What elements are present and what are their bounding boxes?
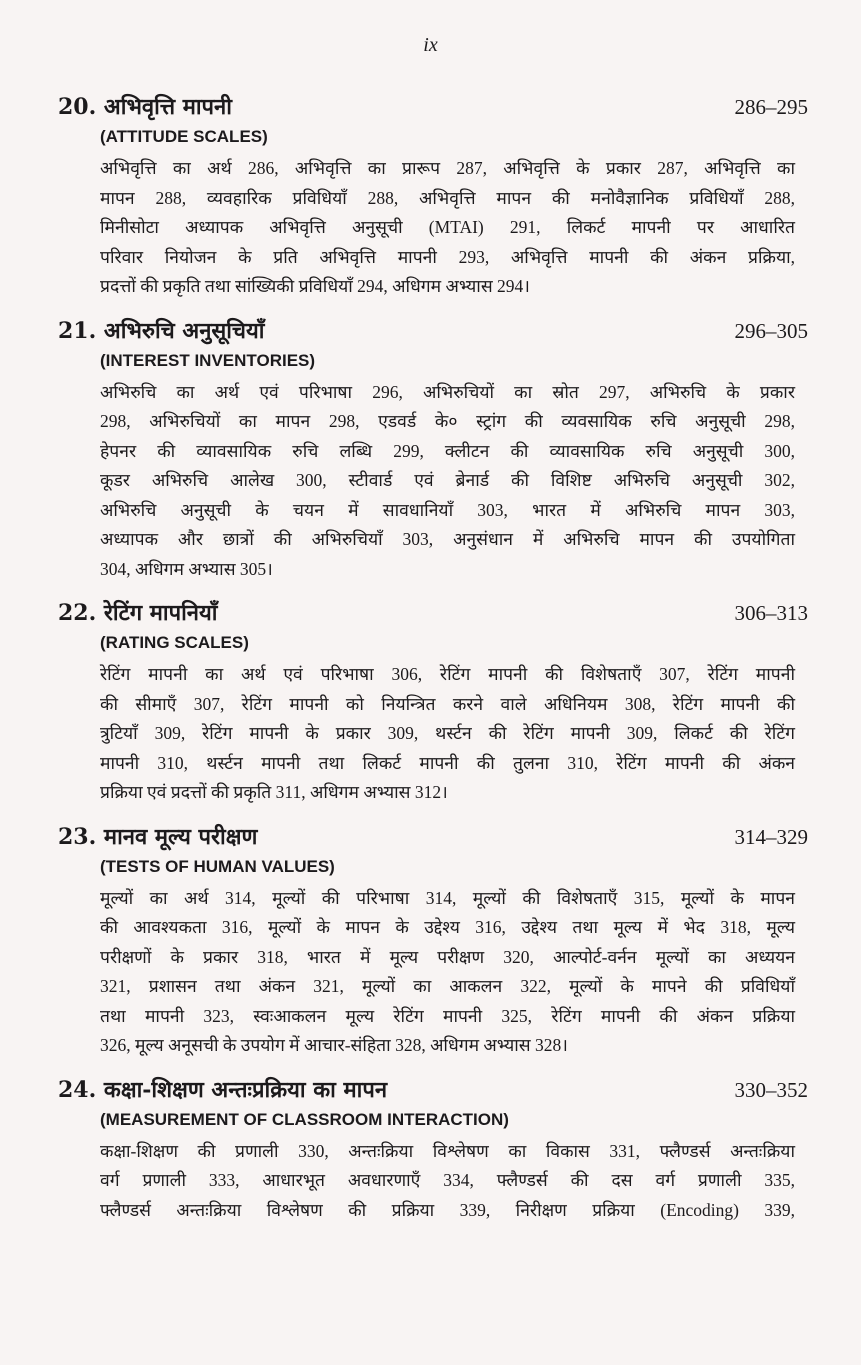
contents-line: 326, मूल्य अनूसची के उपयोग में आचार-संहिता 328, अधिगम अभ्यास 328।: [100, 1035, 568, 1055]
contents-line: परीक्षणों के प्रकार 318, भारत में मूल्य परीक्षण 320, आल्पोर्ट-वर्नन मूल्यों का अध्ययन: [100, 946, 795, 967]
contents-line: मापन 288, व्यवहारिक प्रविधियाँ 288, अभिवृत्ति मापन की मनोवैज्ञानिक प्रविधियाँ 288,: [100, 187, 795, 208]
contents-line: 298, अभिरुचियों का मापन 298, एडवर्ड के० स्ट्रांग की व्यवसायिक रुचि अनुसूची 298,: [100, 411, 795, 431]
contents-line: परिवार नियोजन के प्रति अभिवृत्ति मापनी 293, अभिवृत्ति मापनी की अंकन प्रक्रिया,: [100, 246, 795, 267]
section-contents: [100, 154, 795, 302]
section-contents: [100, 378, 795, 585]
contents-line: अभिवृत्ति का अर्थ 286, अभिवृत्ति का प्रारूप 287, अभिवृत्ति के प्रकार 287, अभिवृत्ति का: [100, 158, 795, 178]
toc-section: [58, 92, 808, 302]
toc-section: [58, 316, 808, 585]
section-title: 23. मानव मूल्य परीक्षण: [58, 823, 258, 850]
section-heading: [58, 92, 808, 122]
toc-section: [58, 598, 808, 808]
section-title: 21. अभिरुचि अनुसूचियाँ: [58, 317, 265, 344]
section-title: 20. अभिवृत्ति मापनी: [58, 94, 232, 120]
contents-line: तथा मापनी 323, स्वःआकलन मूल्य रेटिंग मापनी 325, रेटिंग मापनी की अंकन प्रक्रिया: [100, 1005, 795, 1026]
toc-section: [58, 1075, 808, 1226]
section-subtitle: (ATTITUDE SCALES): [100, 127, 268, 146]
contents-line: अध्यापक और छात्रों की अभिरुचियाँ 303, अनुसंधान में अभिरुचि मापन की उपयोगिता: [100, 529, 795, 549]
contents-line: त्रुटियाँ 309, रेटिंग मापनी के प्रकार 309, थर्स्टन की रेटिंग मापनी 309, लिकर्ट की रेटिंग: [100, 723, 795, 743]
section-title: 22. रेटिंग मापनियाँ: [58, 600, 218, 626]
page-range: 306–313: [734, 601, 808, 625]
contents-line: हेपनर की व्यावसायिक रुचि लब्धि 299, क्लीटन की व्यावसायिक रुचि अनुसूची 300,: [100, 440, 795, 461]
section-title: 24. कक्षा-शिक्षण अन्तःप्रक्रिया का मापन: [58, 1076, 388, 1103]
section-subtitle: (TESTS OF HUMAN VALUES): [100, 856, 335, 876]
contents-line: कक्षा-शिक्षण की प्रणाली 330, अन्तःक्रिया विश्लेषण का विकास 331, फ्लैण्डर्स अन्तःक्रिया: [100, 1140, 795, 1161]
toc-section: [58, 822, 808, 1061]
section-heading: [58, 1075, 808, 1105]
section-heading: [58, 822, 808, 852]
contents-line: फ्लैण्डर्स अन्तःक्रिया विश्लेषण की प्रक्रिया 339, निरीक्षण प्रक्रिया (Encoding) 339,: [100, 1199, 795, 1220]
section-heading: [58, 598, 808, 628]
page-range: 330–352: [734, 1077, 808, 1102]
table-of-contents: [58, 92, 808, 1239]
contents-line: 321, प्रशासन तथा अंकन 321, मूल्यों का आकलन 322, मूल्यों के मापने की प्रविधियाँ: [100, 976, 795, 996]
contents-line: कूडर अभिरुचि आलेख 300, स्टीवार्ड एवं ब्रेनार्ड की विशिष्ट अभिरुचि अनुसूची 302,: [100, 470, 795, 490]
contents-line: मूल्यों का अर्थ 314, मूल्यों की परिभाषा 314, मूल्यों की विशेषताएँ 315, मूल्यों के मापन: [100, 887, 795, 908]
section-subtitle: (MEASUREMENT OF CLASSROOM INTERACTION): [100, 1109, 509, 1129]
page-folio: ix: [423, 34, 438, 56]
contents-line: मिनीसोटा अध्यापक अभिवृत्ति अनुसूची (MTAI) 291, लिकर्ट मापनी पर आधारित: [100, 217, 795, 237]
contents-line: मापनी 310, थर्स्टन मापनी तथा लिकर्ट मापनी की तुलना 310, रेटिंग मापनी की अंकन: [100, 752, 795, 773]
section-subtitle: (INTEREST INVENTORIES): [100, 350, 316, 370]
section-heading: [58, 316, 808, 346]
contents-line: रेटिंग मापनी का अर्थ एवं परिभाषा 306, रेटिंग मापनी की विशेषताएँ 307, रेटिंग मापनी: [100, 664, 795, 684]
section-contents: [100, 660, 795, 808]
contents-line: प्रदत्तों की प्रकृति तथा सांख्यिकी प्रविधियाँ 294, अधिगम अभ्यास 294।: [100, 276, 530, 296]
page-range: 314–329: [734, 824, 808, 849]
contents-line: अभिरुचि का अर्थ एवं परिभाषा 296, अभिरुचियों का स्रोत 297, अभिरुचि के प्रकार: [100, 381, 795, 402]
section-contents: [100, 884, 795, 1061]
contents-line: प्रक्रिया एवं प्रदत्तों की प्रकृति 311, अधिगम अभ्यास 312।: [100, 782, 448, 802]
section-subtitle: (RATING SCALES): [100, 633, 249, 652]
section-contents: [100, 1137, 795, 1226]
contents-line: वर्ग प्रणाली 333, आधारभूत अवधारणाएँ 334, फ्लैण्डर्स की दस वर्ग प्रणाली 335,: [100, 1170, 795, 1190]
contents-line: की सीमाएँ 307, रेटिंग मापनी को नियन्त्रित करने वाले अधिनियम 308, रेटिंग मापनी की: [100, 693, 795, 714]
page-range: 286–295: [734, 95, 808, 119]
contents-line: 304, अधिगम अभ्यास 305।: [100, 558, 273, 579]
contents-line: अभिरुचि अनुसूची के चयन में सावधानियाँ 303, भारत में अभिरुचि मापन 303,: [100, 499, 795, 520]
contents-line: की आवश्यकता 316, मूल्यों के मापन के उद्देश्य 316, उद्देश्य तथा मूल्य में भेद 318, मूल्य: [100, 917, 795, 937]
page-range: 296–305: [734, 318, 808, 343]
